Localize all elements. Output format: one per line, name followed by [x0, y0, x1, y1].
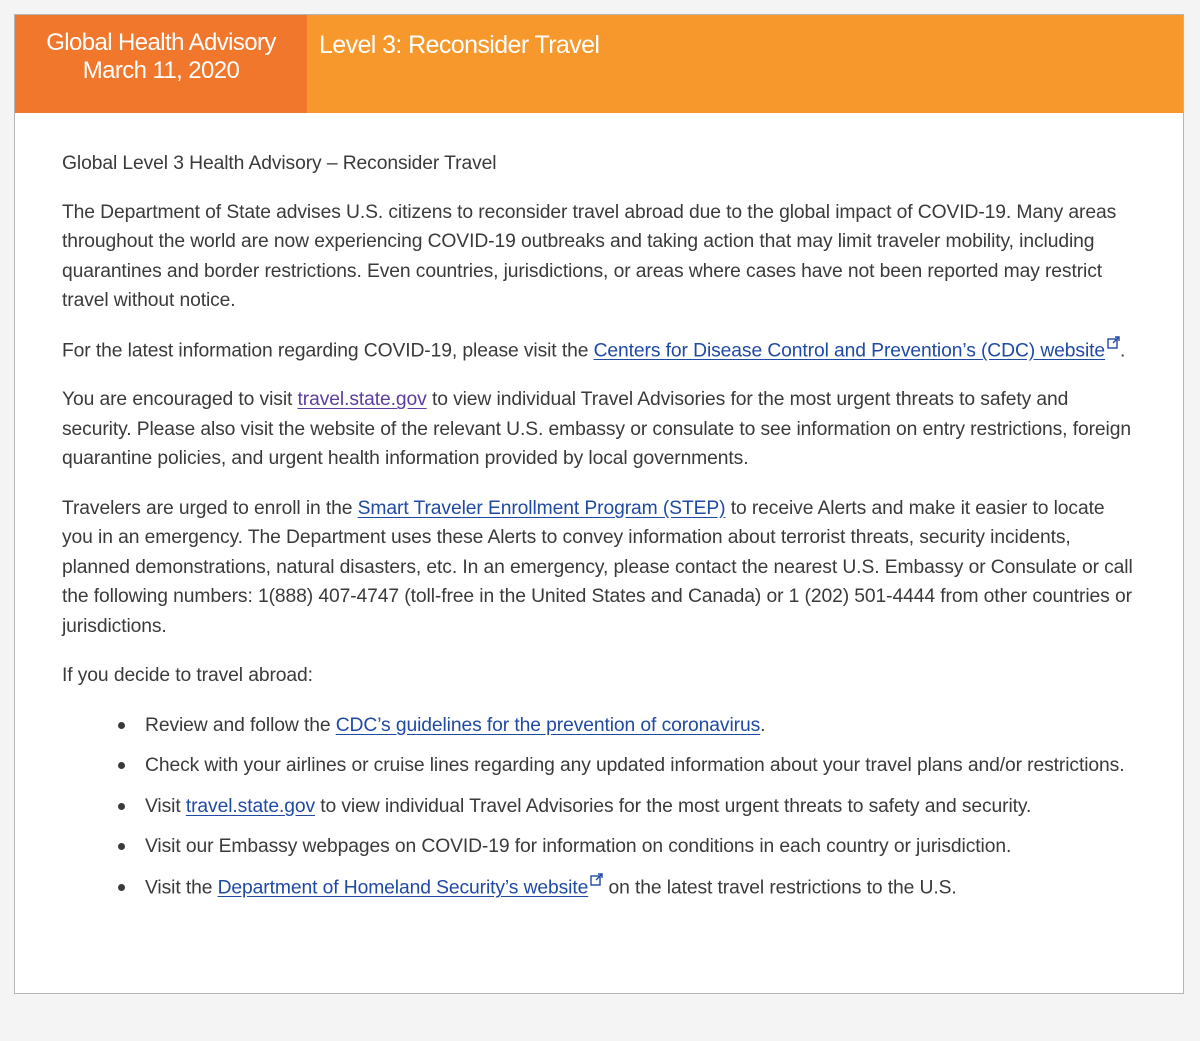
travel-state-gov-link[interactable]: travel.state.gov: [297, 389, 427, 411]
travel-state-gov-link-2[interactable]: travel.state.gov: [185, 795, 315, 817]
cdc-website-link[interactable]: Centers for Disease Control and Prevention’s (CDC) website: [593, 339, 1106, 361]
paragraph-travel-abroad-intro: If you decide to travel abroad:: [62, 665, 313, 687]
list-item-text: on the latest travel restrictions to the U.S.: [603, 877, 957, 899]
advisory-subtitle: Global Level 3 Health Advisory – Reconsider Travel: [62, 153, 497, 174]
banner-advisory-date: March 11, 2020: [82, 57, 240, 84]
advisory-body: [15, 113, 1183, 903]
paragraph-text: .: [1120, 339, 1126, 361]
paragraph-advice: The Department of State advises U.S. citizens to reconsider travel abroad due to the global impact of COVID-19. Many areas throughout the world are now experiencing COVID-19 outbreaks and taking action that may limit traveler mobility, including quarantines and border restrictions. Even countries, jurisdictions, or areas where cases have not been reported may restrict travel without notice.: [62, 201, 1117, 311]
external-link-icon[interactable]: [590, 873, 603, 886]
list-item-text: to view individual Travel Advisories for the most urgent threats to safety and security.: [315, 795, 1032, 817]
paragraph-text: to receive Alerts and make it easier to locate you in an emergency. The Department uses these Alerts to convey information about terrorist threats, security incidents, planned demonstrations, natural disasters, etc. In an emergency, please contact the nearest U.S. Embassy or Consulate or call the following numbers: 1(888) 407-4747 (toll-free in the United States and Canada) or 1 (202) 501-4444 from other countries or jurisdictions.: [62, 497, 1133, 637]
step-program-link[interactable]: Smart Traveler Enrollment Program (STEP): [357, 497, 726, 519]
list-item: Check with your airlines or cruise lines regarding any updated information about your travel plans and/or restrictions.: [118, 751, 1137, 781]
list-item-text: Review and follow the: [145, 714, 336, 736]
list-item-text: .: [760, 714, 766, 736]
cdc-guidelines-link[interactable]: CDC’s guidelines for the prevention of coronavirus: [335, 714, 761, 736]
paragraph-text: Travelers are urged to enroll in the: [62, 497, 358, 519]
list-item-text: Visit the: [145, 877, 218, 899]
advisory-banner-date-block: [15, 15, 307, 113]
list-item: Visit our Embassy webpages on COVID-19 for information on conditions in each country or jurisdiction.: [118, 832, 1137, 862]
list-item-text: Visit: [145, 795, 186, 817]
paragraph-cdc-info: [62, 336, 1137, 366]
paragraph-travel-advisories: [62, 385, 1137, 474]
advisory-level-title: Level 3: Reconsider Travel: [307, 15, 1183, 113]
dhs-website-link[interactable]: Department of Homeland Security’s website: [217, 877, 589, 899]
paragraph-text: You are encouraged to visit: [62, 389, 298, 411]
travel-abroad-list: [62, 711, 1137, 903]
paragraph-text: to view individual Travel Advisories for the most urgent threats to safety and security. Please also visit the website of the relevant U.S. embassy or consulate to see information on entry restrictions, foreign quarantine policies, and urgent health information provided by local governments.: [62, 389, 1131, 470]
paragraph-step-enrollment: [62, 494, 1137, 642]
advisory-banner: [15, 15, 1183, 113]
advisory-card: [14, 14, 1184, 994]
list-item: [118, 873, 1137, 903]
list-item: [118, 792, 1137, 822]
paragraph-text: For the latest information regarding COVID-19, please visit the: [62, 339, 594, 361]
banner-advisory-type: Global Health Advisory: [46, 29, 276, 56]
external-link-icon[interactable]: [1107, 336, 1120, 349]
list-item: [118, 711, 1137, 741]
